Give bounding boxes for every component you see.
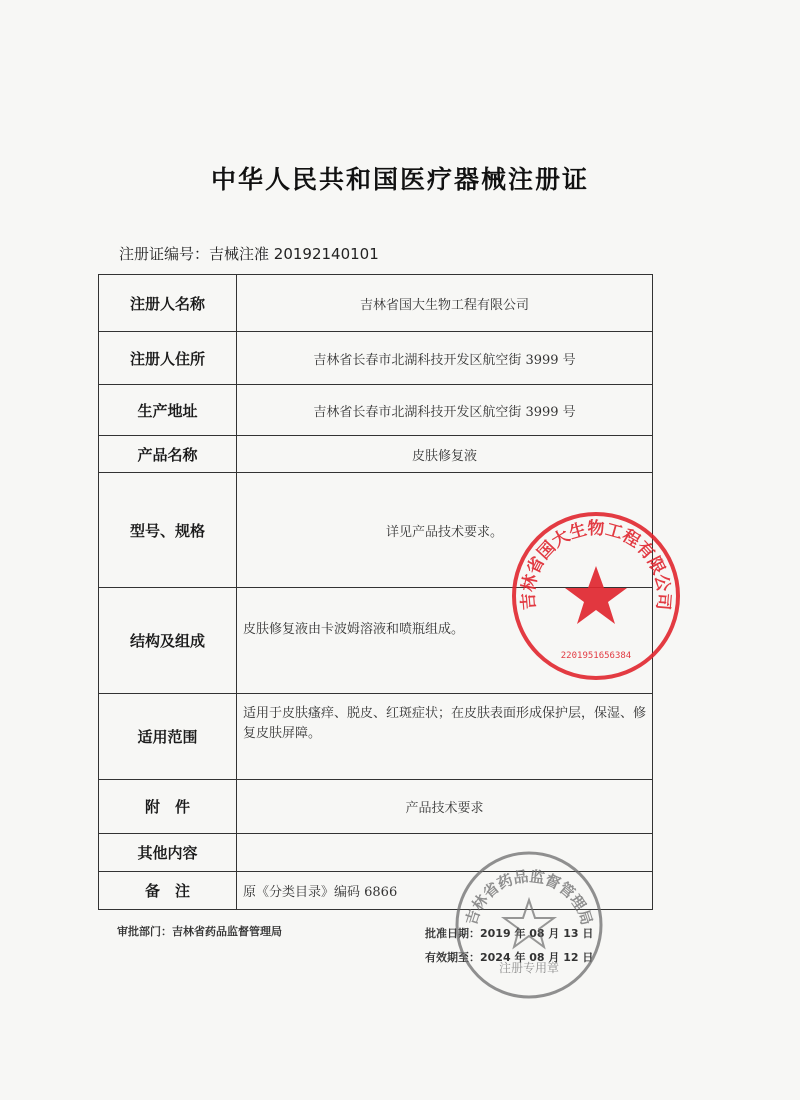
svg-text:注册专用章: 注册专用章 (498, 961, 560, 975)
table-row (99, 780, 653, 834)
agency-seal-icon (452, 848, 606, 1002)
svg-text:2201951656384: 2201951656384 (560, 651, 632, 661)
row-value: 原《分类目录》编码 6866 (237, 872, 653, 910)
row-label: 适用范围 (99, 694, 237, 780)
row-value: 详见产品技术要求。 (237, 473, 653, 588)
row-label: 备 注 (99, 872, 237, 910)
table-row (99, 275, 653, 332)
row-value: 吉林省长春市北湖科技开发区航空街 3999 号 (237, 385, 653, 436)
registration-number-label: 注册证编号： (119, 245, 210, 263)
row-label: 结构及组成 (99, 588, 237, 694)
row-label: 附 件 (99, 780, 237, 834)
row-label: 其他内容 (99, 834, 237, 872)
row-value: 适用于皮肤瘙痒、脱皮、红斑症状；在皮肤表面形成保护层，保湿、修复皮肤屏障。 (237, 694, 653, 780)
row-label: 生产地址 (99, 385, 237, 436)
row-label: 型号、规格 (99, 473, 237, 588)
approval-date: 批准日期：2019 年 08 月 13 日 (425, 927, 594, 940)
valid-until: 有效期至：2024 年 08 月 12 日 (425, 951, 594, 964)
approving-department: 审批部门：吉林省药品监督管理局 (117, 925, 282, 938)
table-row (99, 694, 653, 780)
table-row (99, 436, 653, 473)
row-label: 注册人住所 (99, 332, 237, 385)
svg-text:吉林省药品监督管理局: 吉林省药品监督管理局 (462, 867, 596, 928)
certificate-title: 中华人民共和国医疗器械注册证 (210, 165, 589, 194)
row-label: 注册人名称 (99, 275, 237, 332)
row-value: 产品技术要求 (237, 780, 653, 834)
company-seal-icon (508, 508, 684, 684)
row-value: 吉林省长春市北湖科技开发区航空街 3999 号 (237, 332, 653, 385)
row-value: 皮肤修复液由卡波姆溶液和喷瓶组成。 (237, 588, 653, 694)
svg-text:吉林省国大生物工程有限公司: 吉林省国大生物工程有限公司 (518, 519, 674, 611)
table-row (99, 332, 653, 385)
table-row (99, 385, 653, 436)
row-value: 皮肤修复液 (237, 436, 653, 473)
registration-number (119, 243, 379, 264)
row-value: 吉林省国大生物工程有限公司 (237, 275, 653, 332)
row-label: 产品名称 (99, 436, 237, 473)
registration-number-value: 吉械注准 20192140101 (209, 245, 379, 263)
